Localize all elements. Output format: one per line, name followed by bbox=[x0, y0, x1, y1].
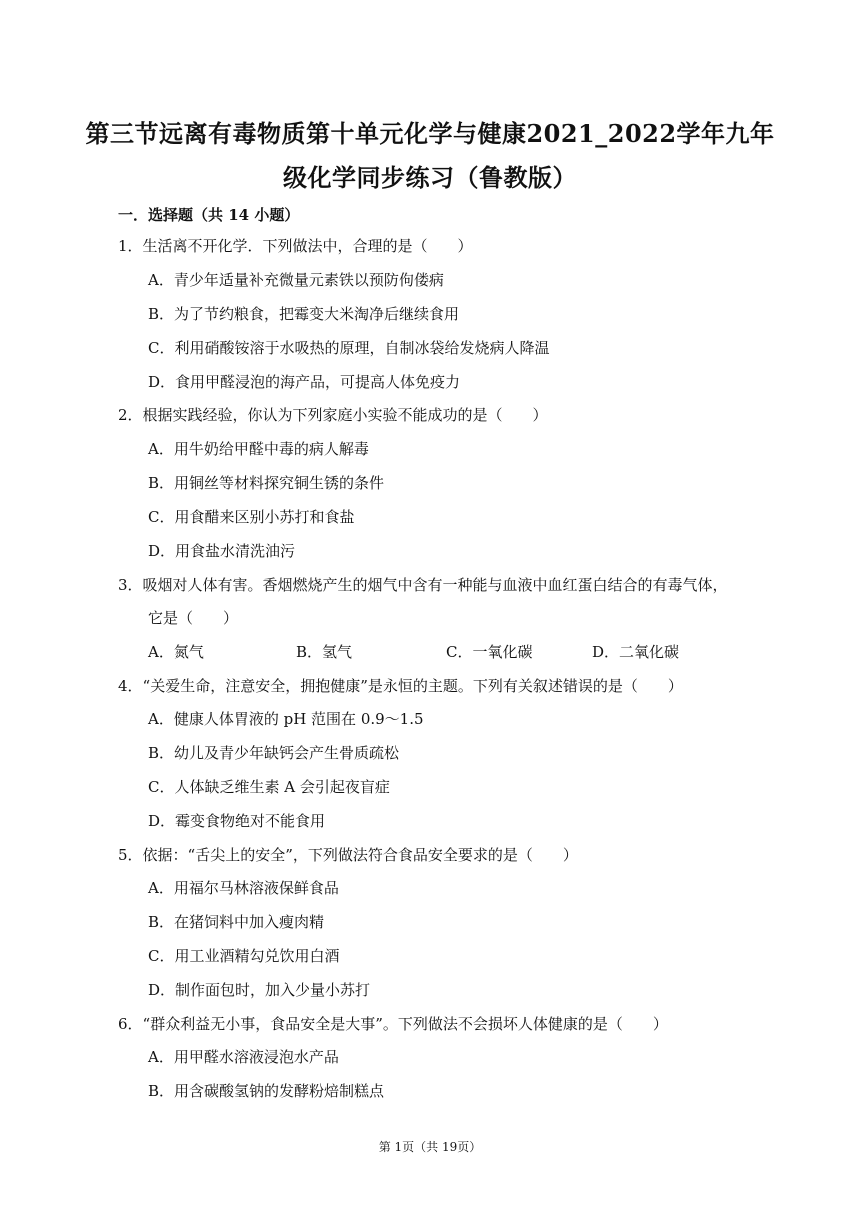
question-1-option-a: A．青少年适量补充微量元素铁以预防佝偻病 bbox=[148, 271, 444, 289]
question-4-stem: 4．“关爱生命，注意安全，拥抱健康”是永恒的主题。下列有关叙述错误的是（ ） bbox=[118, 677, 683, 695]
question-2-option-b: B．用铜丝等材料探究铜生锈的条件 bbox=[148, 474, 385, 492]
question-2-option-d: D．用食盐水清洗油污 bbox=[148, 542, 296, 560]
question-3-stem: 3．吸烟对人体有害。香烟燃烧产生的烟气中含有一种能与血液中血红蛋白结合的有毒气体， bbox=[118, 576, 728, 594]
question-6-option-a: A．用甲醛水溶液浸泡水产品 bbox=[148, 1048, 339, 1066]
question-3-option-a: A．氮气 bbox=[148, 643, 204, 661]
question-3-option-d: D．二氧化碳 bbox=[592, 643, 680, 661]
question-1-option-d: D．食用甲醛浸泡的海产品，可提高人体免疫力 bbox=[148, 373, 461, 391]
question-5-option-a: A．用福尔马林溶液保鲜食品 bbox=[148, 879, 339, 897]
question-1-option-c: C．利用硝酸铵溶于水吸热的原理，自制冰袋给发烧病人降温 bbox=[148, 339, 550, 357]
question-6-stem: 6．“群众利益无小事，食品安全是大事”。下列做法不会损坏人体健康的是（ ） bbox=[118, 1015, 668, 1033]
question-5-option-b: B．在猪饲料中加入瘦肉精 bbox=[148, 913, 325, 931]
question-3-option-b: B．氢气 bbox=[296, 643, 353, 661]
question-4-option-c: C．人体缺乏维生素 A 会引起夜盲症 bbox=[148, 778, 390, 796]
question-3-stem-continued: 它是（ ） bbox=[148, 609, 239, 627]
question-5-stem: 5．依据：“舌尖上的安全”，下列做法符合食品安全要求的是（ ） bbox=[118, 846, 578, 864]
section-heading: 一．选择题（共 14 小题） bbox=[118, 206, 300, 224]
question-4-option-a: A．健康人体胃液的 pH 范围在 0.9～1.5 bbox=[148, 710, 424, 728]
question-4-option-d: D．霉变食物绝对不能食用 bbox=[148, 812, 326, 830]
question-3-option-c: C．一氧化碳 bbox=[446, 643, 533, 661]
question-2-stem: 2．根据实践经验，你认为下列家庭小实验不能成功的是（ ） bbox=[118, 406, 548, 424]
question-1-option-b: B．为了节约粮食，把霉变大米淘净后继续食用 bbox=[148, 305, 460, 323]
document-title-line-2: 级化学同步练习（鲁教版） bbox=[283, 163, 577, 192]
question-5-option-c: C．用工业酒精勾兑饮用白酒 bbox=[148, 947, 340, 965]
question-6-option-b: B．用含碳酸氢钠的发酵粉焙制糕点 bbox=[148, 1082, 385, 1100]
document-title-line-1: 第三节远离有毒物质第十单元化学与健康2021_2022学年九年 bbox=[85, 119, 775, 148]
question-1-stem: 1．生活离不开化学．下列做法中，合理的是（ ） bbox=[118, 237, 473, 255]
question-5-option-d: D．制作面包时，加入少量小苏打 bbox=[148, 981, 371, 999]
page-footer: 第 1页（共 19页） bbox=[378, 1140, 482, 1154]
question-2-option-c: C．用食醋来区别小苏打和食盐 bbox=[148, 508, 355, 526]
question-4-option-b: B．幼儿及青少年缺钙会产生骨质疏松 bbox=[148, 744, 400, 762]
question-2-option-a: A．用牛奶给甲醛中毒的病人解毒 bbox=[148, 440, 369, 458]
